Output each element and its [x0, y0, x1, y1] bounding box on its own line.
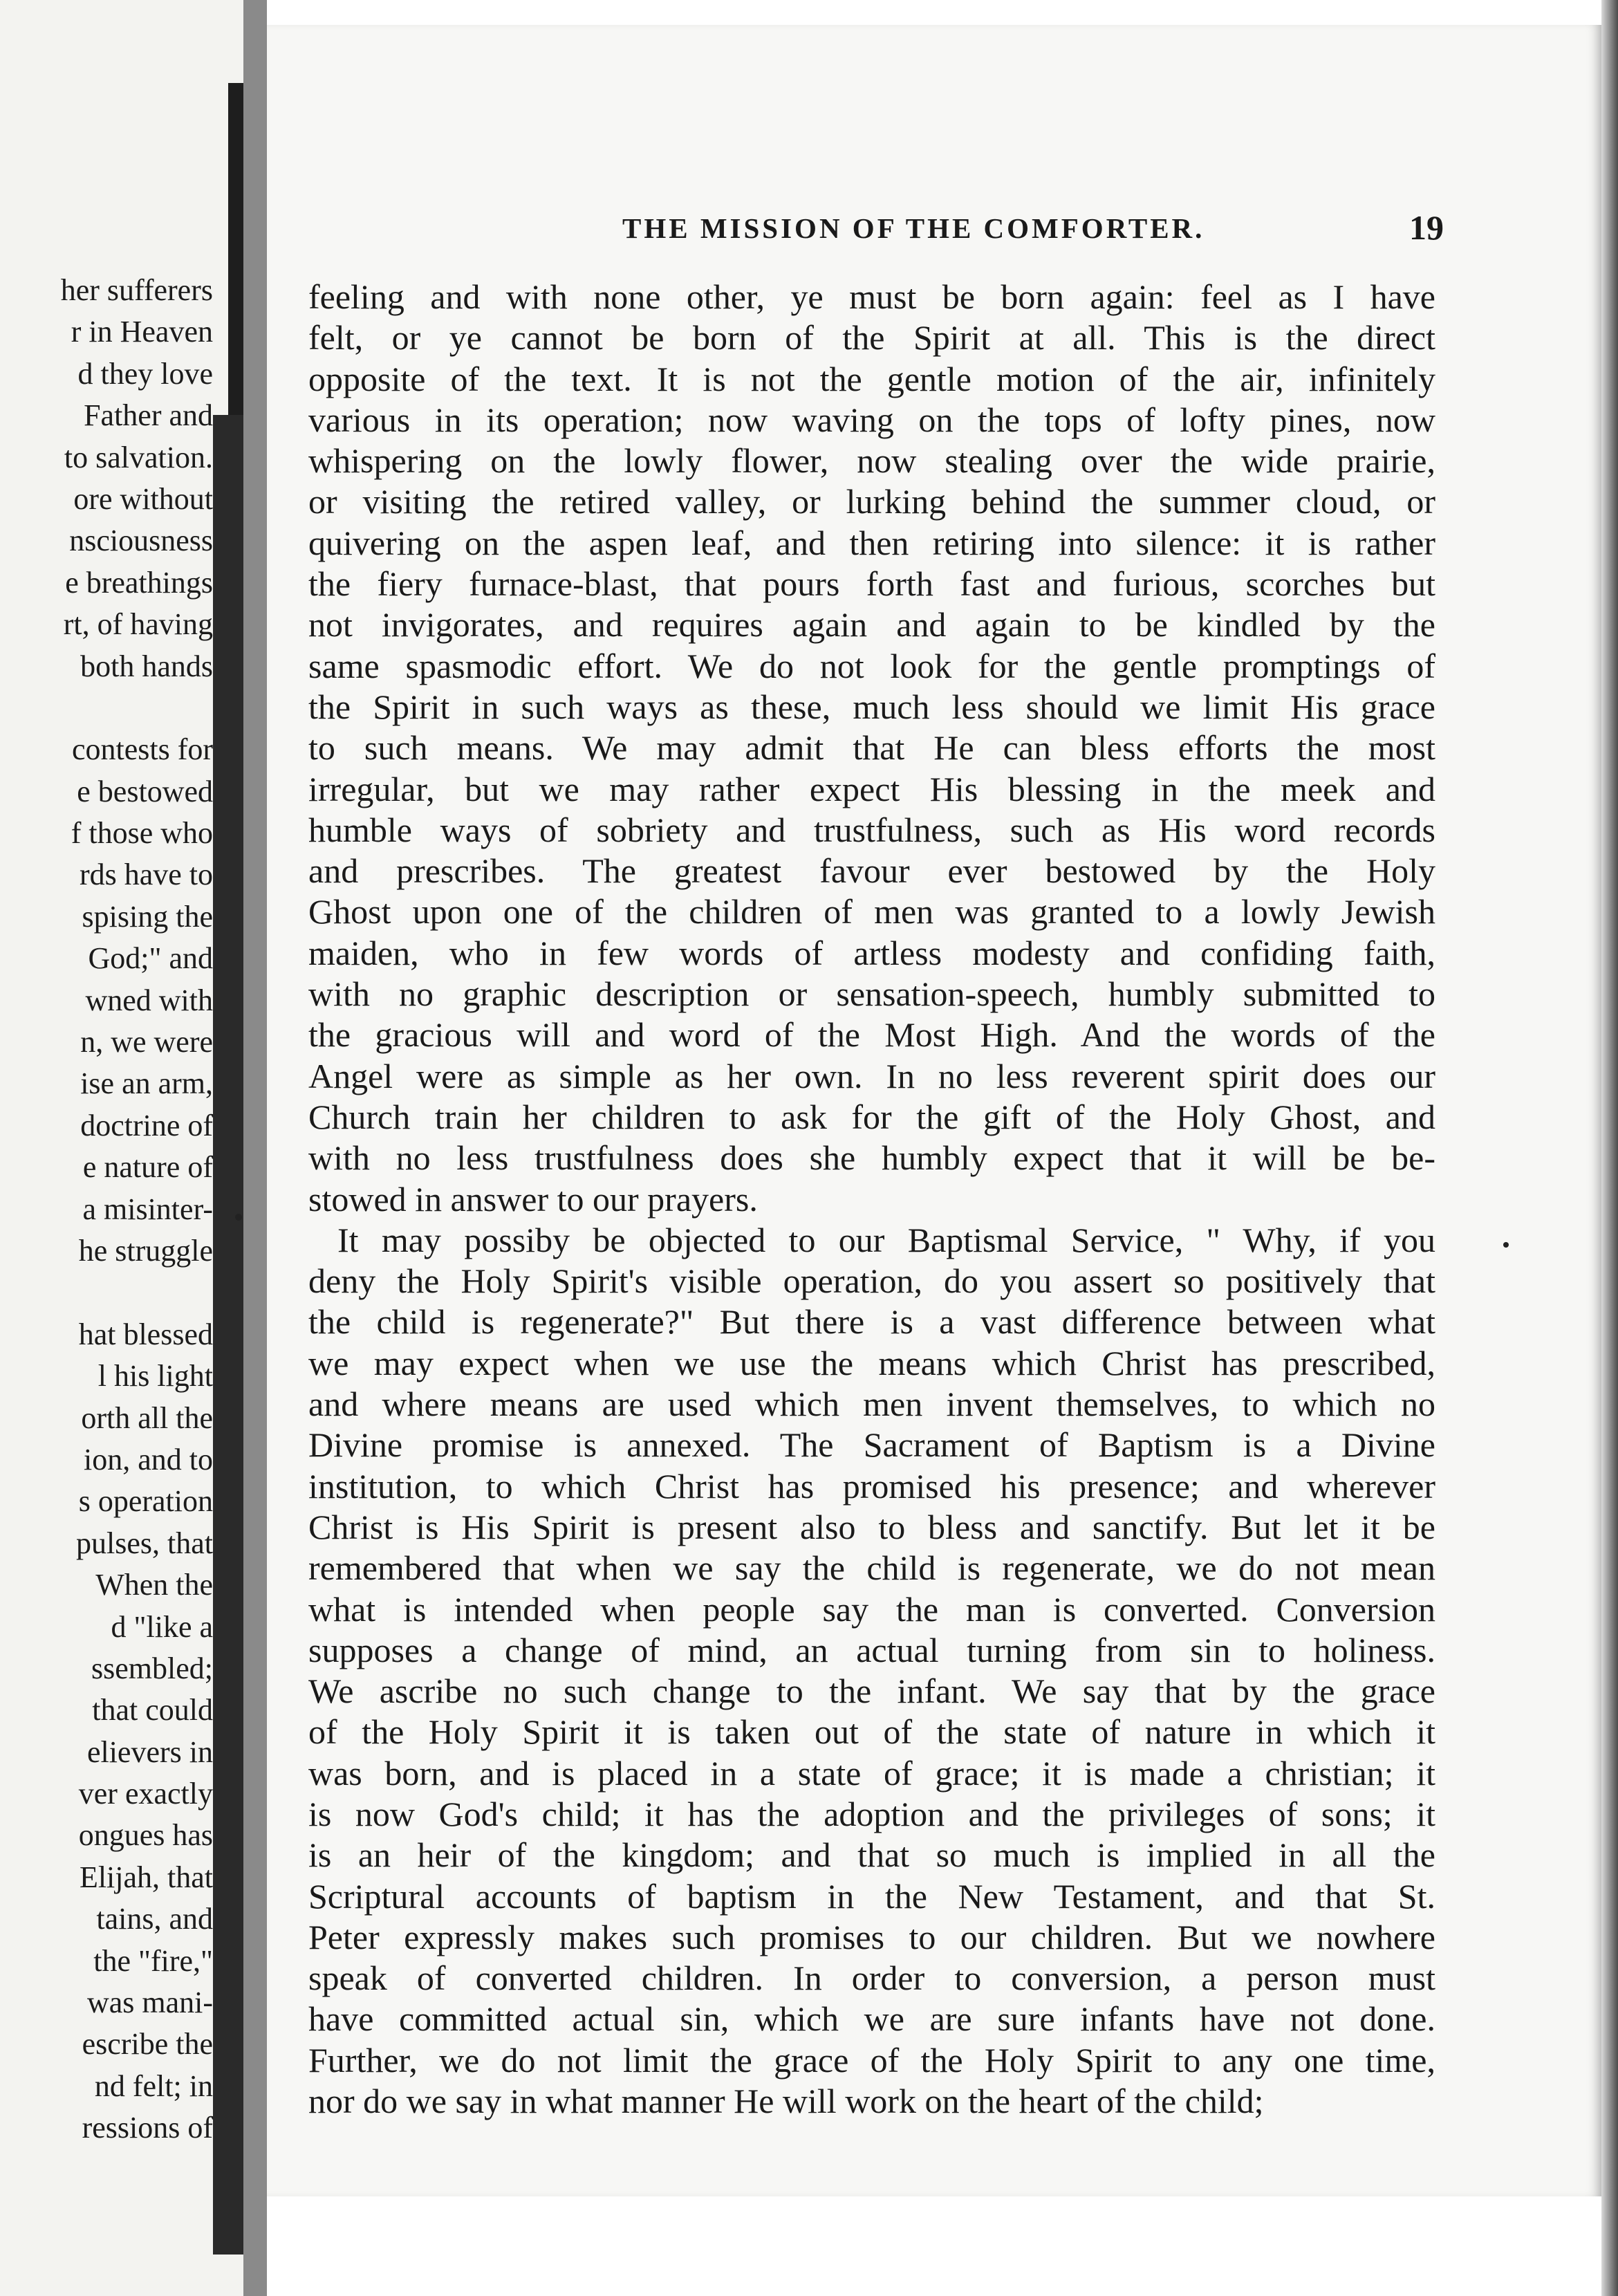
text-line: the Spirit in such ways as these, much less should we limit His grace — [308, 687, 1435, 726]
left-fragment-line: her sufferers — [60, 273, 213, 307]
text-line: and prescribes. The greatest favour ever bestowed by the Holy — [308, 851, 1435, 891]
left-fragment-line: ver exactly — [78, 1777, 213, 1811]
left-fragment-line: e breathings — [65, 565, 213, 600]
left-fragment-line: ssembled; — [91, 1651, 213, 1685]
left-fragment-line: ressions of — [82, 2111, 213, 2145]
left-fragment-line: Elijah, that — [79, 1860, 213, 1894]
left-fragment-line: both hands — [80, 649, 213, 683]
text-line: Divine promise is annexed. The Sacrament of Baptism is a Divine — [308, 1425, 1435, 1465]
left-fragment-line: f those who — [71, 816, 213, 851]
text-line: whispering on the lowly flower, now stealing over the wide prairie, — [308, 441, 1435, 481]
text-line: to such means. We may admit that He can bless efforts the most — [308, 728, 1435, 768]
text-line: is an heir of the kingdom; and that so much is implied in all the — [308, 1835, 1435, 1875]
text-line: was born, and is placed in a state of grace; it is made a christian; it — [308, 1753, 1435, 1793]
text-line: remembered that when we say the child is regenerate, we do not mean — [308, 1548, 1435, 1588]
left-fragment-line: Father and — [84, 398, 213, 433]
ink-speck — [1503, 1242, 1509, 1248]
text-line: speak of converted children. In order to conversion, a person must — [308, 1959, 1435, 1998]
book-binding-shadow — [213, 415, 243, 2255]
text-line: Angel were as simple as her own. In no less reverent spirit does our — [308, 1056, 1435, 1095]
left-fragment-line: spising the — [82, 899, 213, 934]
text-line: Church train her children to ask for the gift of the Holy Ghost, and — [308, 1097, 1435, 1136]
left-fragment-line: pulses, that — [76, 1526, 213, 1560]
left-fragment-line: elievers in — [86, 1734, 213, 1769]
text-line: is now God's child; it has the adoption and the privileges of sons; it — [308, 1794, 1435, 1833]
text-line: or visiting the retired valley, or lurking behind the summer cloud, or — [308, 482, 1435, 521]
left-fragment-line: r in Heaven — [71, 315, 213, 349]
left-page-text-fragment — [0, 270, 213, 2149]
left-fragment-line: e nature of — [82, 1150, 213, 1185]
page-edge-shadow — [1601, 0, 1618, 2296]
left-fragment-line: l his light — [97, 1359, 213, 1394]
left-fragment-line: d "like a — [111, 1609, 213, 1644]
left-fragment-line: ongues has — [78, 1818, 213, 1853]
left-fragment-line: wned with — [85, 983, 213, 1017]
left-fragment-line: tains, and — [96, 1902, 213, 1936]
left-facing-page — [0, 0, 243, 2296]
running-head-title: THE MISSION OF THE COMFORTER. — [622, 212, 1205, 244]
text-line: not invigorates, and requires again and again to be kindled by the — [308, 605, 1435, 645]
text-line: with no less trustfulness does she humbly expect that it will be be- — [308, 1138, 1435, 1178]
left-fragment-line: doctrine of — [80, 1108, 213, 1142]
text-line: institution, to which Christ has promised his presence; and wherever — [308, 1466, 1435, 1506]
text-line: nor do we say in what manner He will work on the heart of the child; — [308, 2082, 1264, 2121]
left-fragment-line: a misinter- — [82, 1192, 213, 1226]
text-line: felt, or ye cannot be born of the Spirit at all. This is the direct — [308, 318, 1435, 358]
ink-spot — [235, 1214, 242, 1221]
text-line: humble ways of sobriety and trustfulness, such as His word records — [308, 810, 1435, 849]
left-fragment-gap — [0, 687, 213, 729]
text-line: of the Holy Spirit it is taken out of the state of nature in which it — [308, 1712, 1435, 1752]
text-line: and where means are used which men invent themselves, to which no — [308, 1385, 1435, 1424]
text-line: Further, we do not limit the grace of the Holy Spirit to any one time, — [308, 2040, 1435, 2080]
text-line: feeling and with none other, ye must be born again: feel as I have — [308, 277, 1435, 316]
left-fragment-line: hat blessed — [78, 1317, 213, 1351]
left-fragment-line: rds have to — [79, 858, 213, 892]
left-fragment-line: e bestowed — [77, 774, 213, 808]
text-line: Christ is His Spirit is present also to bless and sanctify. But let it be — [308, 1507, 1435, 1546]
left-fragment-line: When the — [95, 1568, 213, 1602]
left-fragment-line: ion, and to — [84, 1442, 213, 1476]
text-line: irregular, but we may rather expect His blessing in the meek and — [308, 769, 1435, 808]
text-line: what is intended when people say the man is converted. Conversion — [308, 1589, 1435, 1629]
text-line: We ascribe no such change to the infant. We say that by the grace — [308, 1672, 1435, 1711]
left-fragment-gap — [0, 1272, 213, 1313]
text-line: have committed actual sin, which we are sure infants have not done. — [308, 1999, 1435, 2039]
text-line: the fiery furnace-blast, that pours forth fast and furious, scorches but — [308, 564, 1435, 604]
left-fragment-line: contests for — [71, 732, 213, 767]
left-fragment-line: that could — [92, 1693, 213, 1728]
body-text — [308, 277, 1435, 2122]
left-fragment-line: was mani- — [86, 1985, 213, 2020]
text-line: with no graphic description or sensation-speech, humbly submitted to — [308, 974, 1435, 1014]
left-fragment-line: ore without — [73, 481, 213, 516]
left-fragment-line: d they love — [77, 356, 213, 391]
left-fragment-line: God;" and — [88, 941, 213, 976]
book-gutter — [243, 0, 267, 2296]
text-line: supposes a change of mind, an actual turning from sin to holiness. — [308, 1630, 1435, 1669]
text-line: Ghost upon one of the children of men was granted to a lowly Jewish — [308, 892, 1435, 932]
left-fragment-line: he struggle — [78, 1233, 213, 1268]
text-line: the child is regenerate?" But there is a vast difference between what — [308, 1302, 1435, 1342]
left-fragment-line: the "fire," — [93, 1943, 213, 1978]
left-fragment-line: orth all the — [81, 1400, 213, 1435]
left-fragment-line: to salvation. — [64, 440, 213, 474]
left-fragment-line: nsciousness — [69, 524, 213, 558]
text-line: Peter expressly makes such promises to our children. But we nowhere — [308, 1917, 1435, 1956]
left-fragment-line: n, we were — [80, 1025, 213, 1059]
left-fragment-line: escribe the — [82, 2027, 213, 2062]
text-line: same spasmodic effort. We do not look for the gentle promptings of — [308, 646, 1435, 685]
text-line: various in its operation; now waving on the tops of lofty pines, now — [308, 400, 1435, 439]
text-line: the gracious will and word of the Most High. And the words of the — [308, 1015, 1435, 1055]
left-fragment-line: rt, of having — [63, 607, 213, 642]
left-fragment-line: nd felt; in — [94, 2068, 213, 2103]
left-fragment-line: s operation — [78, 1484, 213, 1519]
page-number: 19 — [1409, 208, 1444, 247]
text-line: It may possiby be objected to our Baptismal Service, " Why, if you — [337, 1220, 1435, 1259]
text-line: we may expect when we use the means which Christ has prescribed, — [308, 1343, 1435, 1382]
text-line: opposite of the text. It is not the gentle motion of the air, infinitely — [308, 359, 1435, 398]
text-line: stowed in answer to our prayers. — [308, 1179, 758, 1219]
text-line: deny the Holy Spirit's visible operation, do you assert so positively that — [308, 1261, 1435, 1301]
left-fragment-line: ise an arm, — [80, 1066, 213, 1101]
text-line: Scriptural accounts of baptism in the New Testament, and that St. — [308, 1876, 1435, 1916]
text-line: maiden, who in few words of artless modesty and confiding faith, — [308, 933, 1435, 972]
text-line: quivering on the aspen leaf, and then retiring into silence: it is rather — [308, 523, 1435, 562]
